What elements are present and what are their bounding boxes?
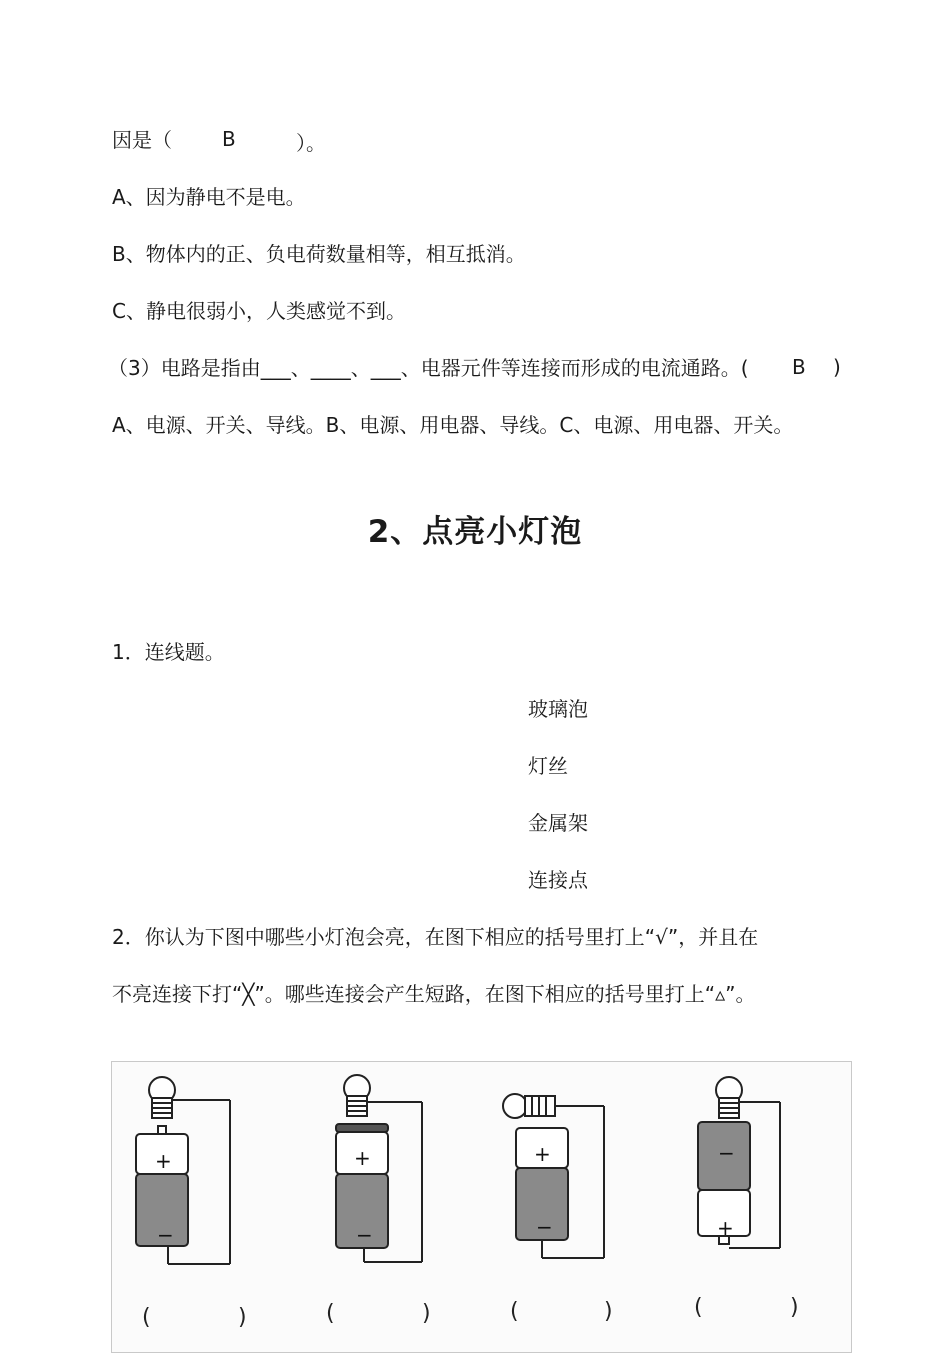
circuit-1-bracket-close[interactable]: ) <box>238 1305 247 1330</box>
question-1-label: 1．连线题。 <box>112 640 225 664</box>
circuit-2 <box>336 1075 422 1262</box>
circuit-figure <box>111 1061 852 1353</box>
question-2-line-2: 不亮连接下打“╳”。哪些连接会产生短路，在图下相应的括号里打上“▵”。 <box>112 982 756 1006</box>
bulb-part-filament: 灯丝 <box>528 754 568 778</box>
question-3-answer: B <box>792 355 806 379</box>
option-a: A、因为静电不是电。 <box>112 185 306 209</box>
circuit-1 <box>136 1077 230 1264</box>
bulb-part-glass: 玻璃泡 <box>528 697 588 721</box>
circuit-4-top-sign: − <box>718 1141 735 1165</box>
bulb-part-contact: 连接点 <box>528 868 588 892</box>
reason-question-suffix: ）。 <box>296 131 326 155</box>
circuit-2-bottom-sign: − <box>356 1223 373 1247</box>
circuit-4-bracket-close[interactable]: ) <box>790 1295 799 1320</box>
circuit-1-bracket-open[interactable]: ( <box>142 1305 151 1330</box>
circuit-3-bracket-open[interactable]: ( <box>510 1299 519 1324</box>
circuit-2-top-sign: + <box>354 1146 371 1170</box>
question-3-close: ) <box>833 355 841 379</box>
circuit-3-top-sign: + <box>534 1142 551 1166</box>
circuit-2-bracket-open[interactable]: ( <box>326 1301 335 1326</box>
circuit-3-bottom-sign: − <box>536 1215 553 1239</box>
option-b: B、物体内的正、负电荷数量相等，相互抵消。 <box>112 242 526 266</box>
circuit-4 <box>698 1077 780 1248</box>
circuit-3 <box>503 1094 604 1258</box>
reason-question-prefix: 因是（ <box>112 128 172 152</box>
reason-answer: B <box>222 127 236 151</box>
question-3: （3）电路是指由___、____、___、电器元件等连接而形成的电流通路。( <box>108 356 749 380</box>
bulb-part-metal-frame: 金属架 <box>528 811 588 835</box>
question-2-line-1: 2．你认为下图中哪些小灯泡会亮，在图下相应的括号里打上“√”，并且在 <box>112 925 759 949</box>
circuit-1-bottom-sign: − <box>157 1223 174 1247</box>
circuit-2-bracket-close[interactable]: ) <box>422 1301 431 1326</box>
question-3-options: A、电源、开关、导线。B、电源、用电器、导线。C、电源、用电器、开关。 <box>112 413 794 437</box>
circuit-4-bottom-sign: + <box>717 1216 734 1240</box>
option-c: C、静电很弱小，人类感觉不到。 <box>112 299 406 323</box>
circuit-3-bracket-close[interactable]: ) <box>604 1299 613 1324</box>
circuit-4-bracket-open[interactable]: ( <box>694 1295 703 1320</box>
section-title: 2、点亮小灯泡 <box>367 514 583 550</box>
circuit-1-top-sign: + <box>155 1149 172 1173</box>
